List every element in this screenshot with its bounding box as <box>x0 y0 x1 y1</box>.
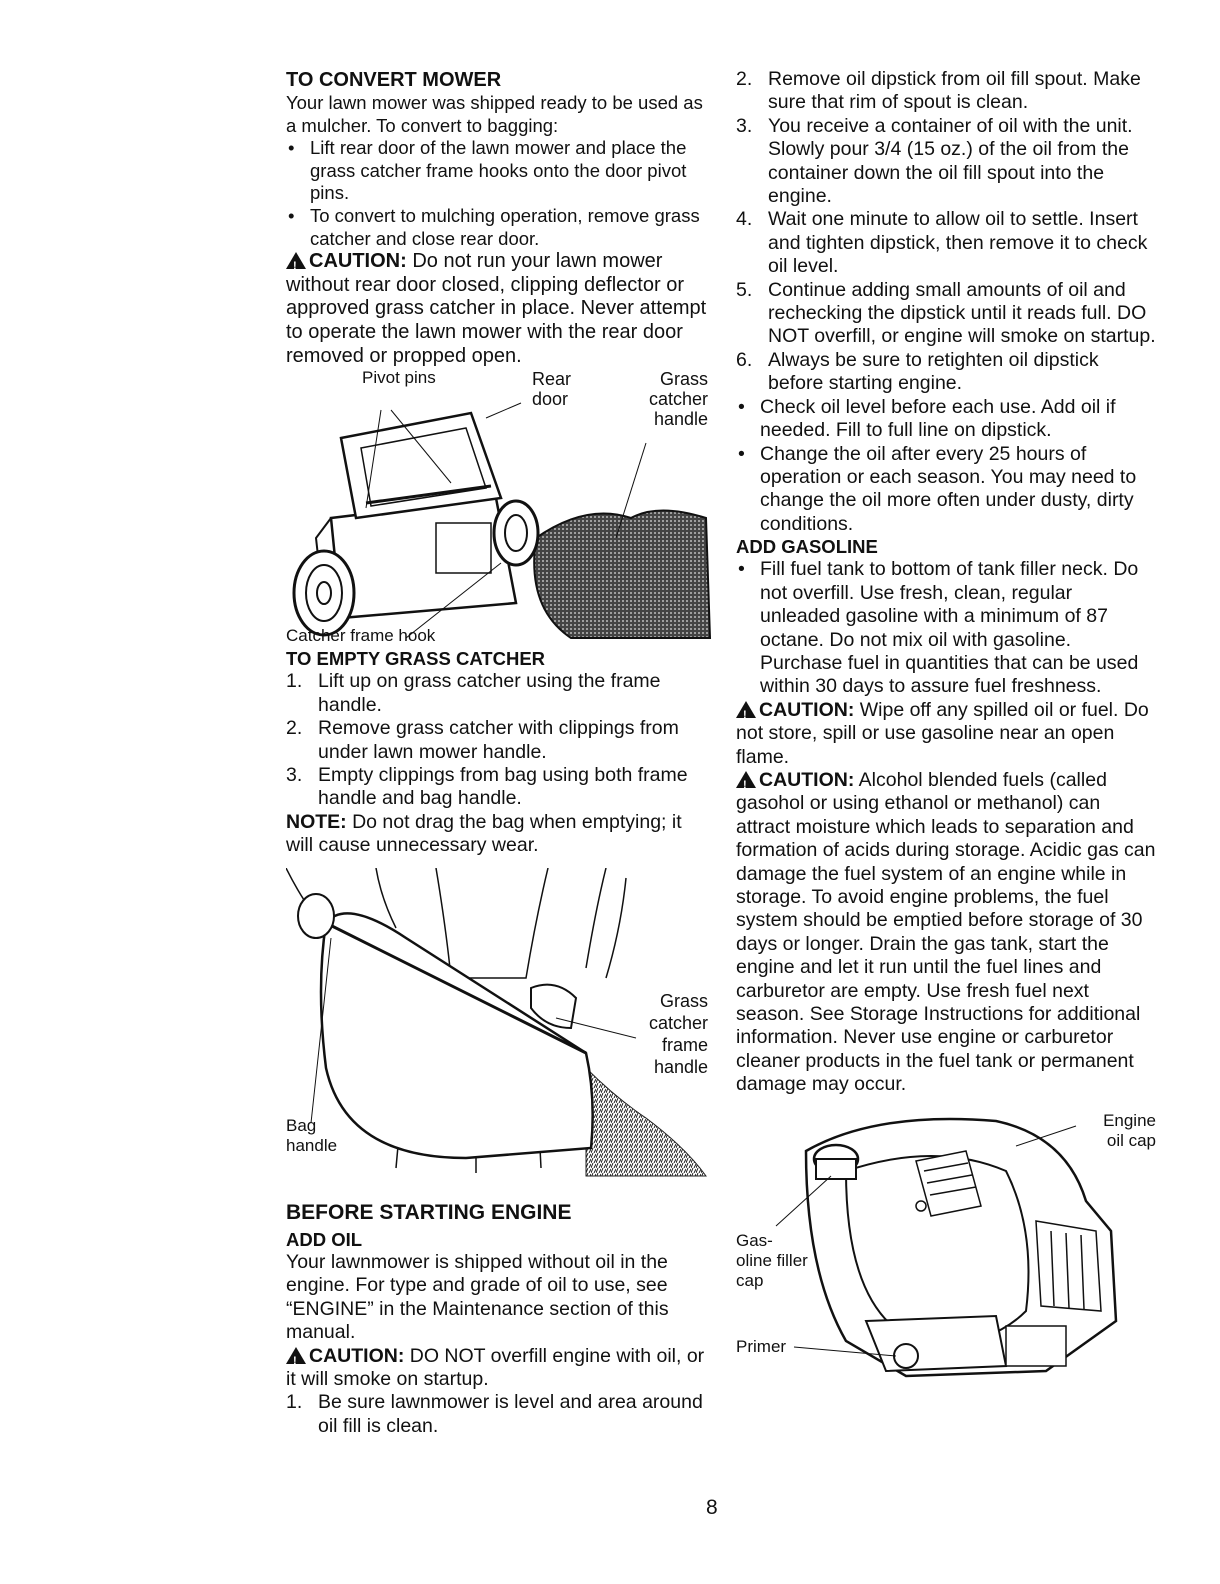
convert-bullet-1: • Lift rear door of the lawn mower and place the grass catcher frame hooks onto the door pivot pins. <box>288 137 687 204</box>
gasoline-filler-cap-label-3: cap <box>736 1270 764 1290</box>
grass-catcher-handle-label-2: catcher <box>648 389 708 410</box>
oil-bullet-1: • Check oil level before each use. Add oil if needed. Fill to full line on dipstick. <box>738 395 1116 442</box>
add-oil-caution: !CAUTION: DO NOT overfill engine with oil, or it will smoke on startup. <box>286 1345 712 1392</box>
emptying-bag-figure <box>286 868 712 1180</box>
gasoline-bullet: • Fill fuel tank to bottom of tank filler neck. Do not overfill. Use fresh, clean, regular unleaded gasoline with a minimum of 87 octane. Do not mix oil with gasoline. Purchase fuel in quantities that can be used within 30 days to assure fuel freshness. <box>738 558 1139 698</box>
gasoline-caution-1: !CAUTION: Wipe off any spilled oil or fuel. Do not store, spill or use gasoline near an open flame. <box>736 699 1156 769</box>
convert-bullet-2: • To convert to mulching operation, remove grass catcher and close rear door. <box>288 204 700 249</box>
convert-intro: Your lawn mower was shipped ready to be used as a mulcher. To convert to bagging: <box>286 92 703 136</box>
convert-section <box>286 92 712 250</box>
frame-handle-label-1: Grass <box>659 990 708 1011</box>
gasoline-caution-2: !CAUTION: Alcohol blended fuels (called gasohol or using ethanol or methanol) can attract moisture which leads to separation and formation of acids during storage. Acidic gas can damage the fuel system of an engine while in storage. To avoid engine problems, the fuel system should be emptied before storage of 30 days or longer. Drain the gas tank, start the engine and let it run until the fuel lines and carburetor are empty. Use fresh fuel next season. See Storage Instructions for additional information. Never use engine or carburetor cleaner products in the fuel tank or permanent damage may occur. <box>736 769 1156 1097</box>
caution-text: Do not run your lawn mower without rear door closed, clipping deflector or approved grass catcher in place. Never attempt to operate the lawn mower with the rear door removed or propped open. <box>286 250 707 367</box>
grass-catcher-handle-label-1: Grass <box>659 369 708 390</box>
caution-label: CAUTION: <box>309 250 407 273</box>
engine-figure <box>736 1111 1156 1391</box>
warning-triangle-icon <box>286 252 306 269</box>
empty-catcher-heading: TO EMPTY GRASS CATCHER <box>286 648 546 670</box>
frame-handle-label-3: frame <box>661 1034 708 1055</box>
engine-oil-cap-label-2: oil cap <box>1106 1130 1156 1150</box>
warning-triangle-icon <box>736 771 756 788</box>
empty-step-1: 1. Lift up on grass catcher using the frame handle. <box>286 670 661 716</box>
rear-door-label-2: door <box>532 389 569 410</box>
oil-bullet-2: • Change the oil after every 25 hours of operation or each season. You may need to change the oil more often under dusty, dirty conditions. <box>738 442 1137 535</box>
add-oil-step-1: 1. Be sure lawnmower is level and area around oil fill is clean. <box>286 1391 703 1437</box>
frame-handle-label-2: catcher <box>648 1012 708 1033</box>
empty-note: NOTE: Do not drag the bag when emptying; it will cause unnecessary wear. <box>286 810 682 857</box>
frame-handle-label-4: handle <box>653 1056 708 1077</box>
primer-label: Primer <box>736 1336 787 1356</box>
gasoline-filler-cap-label-2: oline filler <box>736 1250 808 1270</box>
empty-steps <box>286 670 712 810</box>
mower-catcher-illustration <box>286 368 712 648</box>
pivot-pins-label: Pivot pins <box>362 368 436 388</box>
left-column <box>286 68 712 1438</box>
empty-step-2: 2. Remove grass catcher with clippings from under lawn mower handle. <box>286 717 679 763</box>
bag-handle-label-1: Bag <box>286 1115 317 1135</box>
warning-triangle-icon <box>286 1347 306 1364</box>
warning-triangle-icon <box>736 701 756 718</box>
convert-mower-heading: TO CONVERT MOWER <box>286 69 502 91</box>
empty-step-3: 3. Empty clippings from bag using both frame handle and bag handle. <box>286 763 688 810</box>
engine-oil-cap-label-1: Engine <box>1103 1110 1156 1130</box>
oil-step-6: 6. Always be sure to retighten oil dipstick before starting engine. <box>736 348 1099 395</box>
oil-step-4: 4. Wait one minute to allow oil to settle. Insert and tighten dipstick, then remove it to check oil level. <box>736 208 1148 278</box>
convert-caution <box>286 250 712 368</box>
page-number: 8 <box>706 1496 718 1519</box>
before-starting-heading: BEFORE STARTING ENGINE <box>286 1200 572 1224</box>
grass-catcher-handle-label-3: handle <box>653 409 708 430</box>
oil-step-3: 3. You receive a container of oil with the unit. Slowly pour 3/4 (15 oz.) of the oil from the container down the oil fill spout into the engine. <box>736 114 1133 208</box>
oil-step-2: 2. Remove oil dipstick from oil fill spout. Make sure that rim of spout is clean. <box>736 68 1141 114</box>
oil-steps <box>736 68 1156 536</box>
add-gasoline-heading: ADD GASOLINE <box>736 536 878 558</box>
right-column <box>736 68 1156 1391</box>
bag-handle-label-2: handle <box>286 1135 338 1155</box>
rear-door-label-1: Rear <box>532 369 572 390</box>
add-oil-paragraph: Your lawnmower is shipped without oil in the engine. For type and grade of oil to use, see “ENGINE” in the Maintenance section of this manual. <box>286 1250 669 1344</box>
mower-catcher-figure <box>286 368 712 648</box>
oil-step-5: 5. Continue adding small amounts of oil and rechecking the dipstick until it reads full. DO NOT overfill, or engine will smoke on startup. <box>736 278 1156 348</box>
add-oil-heading: ADD OIL <box>286 1228 363 1250</box>
gasoline-filler-cap-label-1: Gas- <box>736 1230 773 1250</box>
catcher-frame-hook-label: Catcher frame hook <box>286 626 436 646</box>
